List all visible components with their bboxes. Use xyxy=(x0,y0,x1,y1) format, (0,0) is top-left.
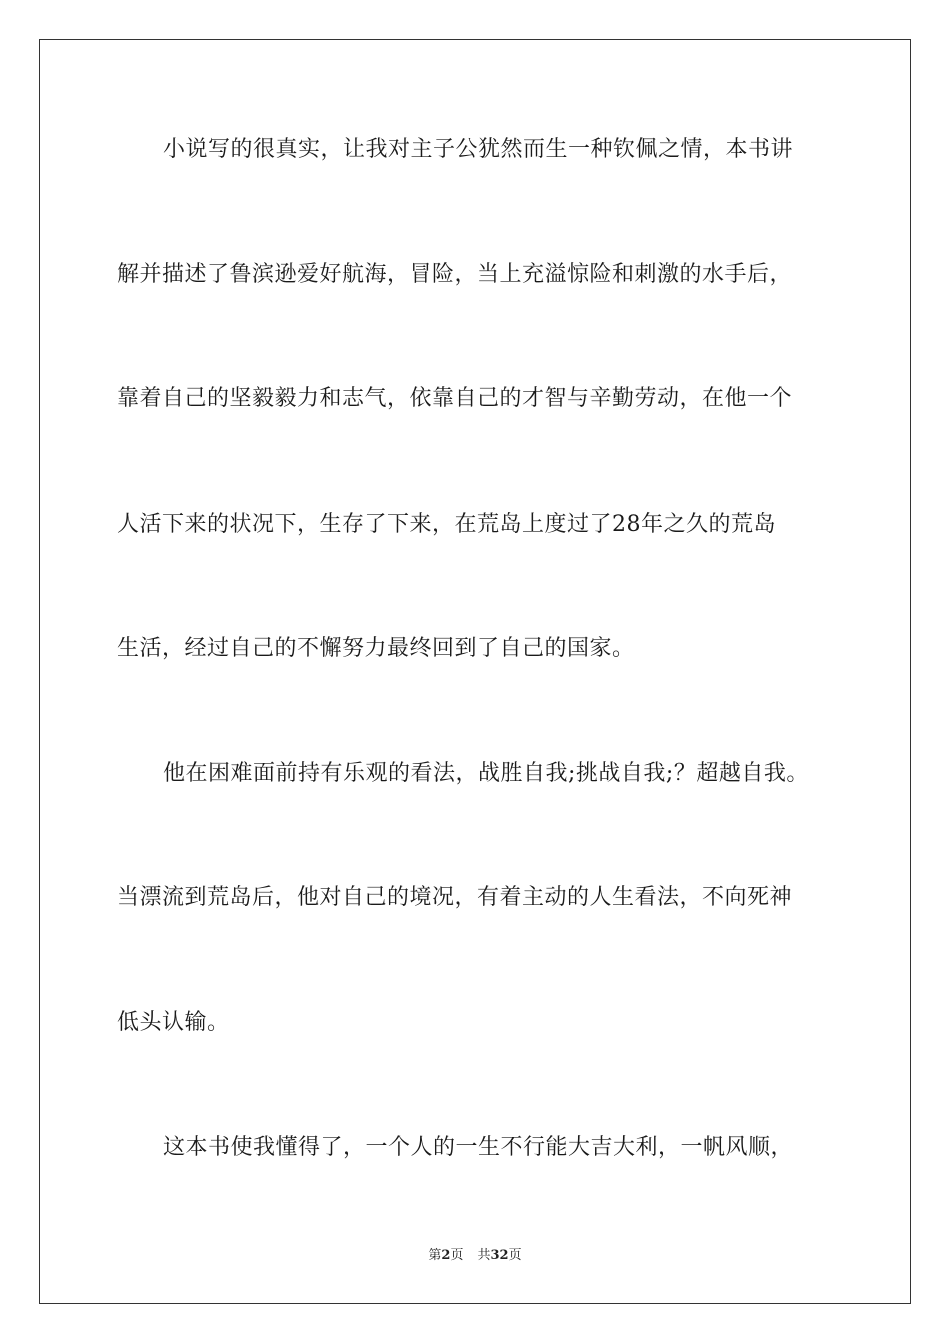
paragraph-1-line-4: 人活下来的状况下，生存了下来，在荒岛上度过了28年之久的荒岛 xyxy=(117,512,776,537)
paragraph-1-line-2: 解并描述了鲁滨逊爱好航海，冒险，当上充溢惊险和刺激的水手后， xyxy=(117,262,793,287)
page-prefix: 第 xyxy=(428,1248,442,1263)
page-footer xyxy=(0,1247,950,1265)
page-suffix: 页 xyxy=(450,1248,464,1263)
total-prefix: 共 xyxy=(477,1248,491,1263)
paragraph-1-line-3: 靠着自己的坚毅毅力和志气，依靠自己的才智与辛勤劳动，在他一个 xyxy=(117,386,793,411)
page-number: 2 xyxy=(441,1248,451,1263)
paragraph-3-line-1: 这本书使我懂得了，一个人的一生不行能大吉大利，一帆风顺， xyxy=(163,1135,794,1160)
total-suffix: 页 xyxy=(508,1248,522,1263)
paragraph-2-line-1: 他在困难面前持有乐观的看法，战胜自我;挑战自我;？超越自我。 xyxy=(163,761,809,786)
total-pages: 32 xyxy=(490,1248,509,1263)
paragraph-1-line-5: 生活，经过自己的不懈努力最终回到了自己的国家。 xyxy=(117,636,635,661)
paragraph-2-line-2: 当漂流到荒岛后，他对自己的境况，有着主动的人生看法，不向死神 xyxy=(117,885,793,910)
paragraph-1-line-1: 小说写的很真实，让我对主子公犹然而生一种钦佩之情，本书讲 xyxy=(163,137,794,162)
paragraph-2-line-3: 低头认输。 xyxy=(117,1010,230,1035)
page-border xyxy=(39,39,911,1304)
